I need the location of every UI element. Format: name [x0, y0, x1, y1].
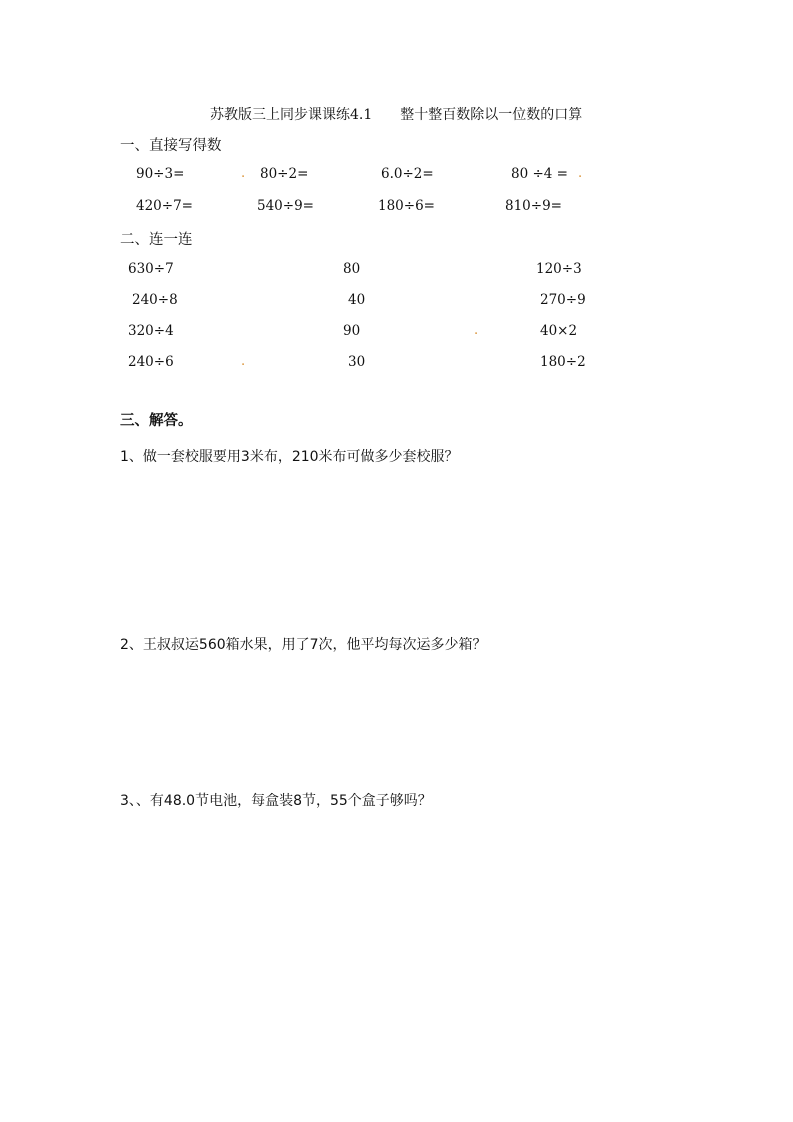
stray-dot: . [241, 354, 246, 369]
word-problem-1: 1、做一套校服要用3米布，210米布可做多少套校服？ [120, 449, 459, 465]
calc-item: 6.0÷2= [381, 166, 434, 182]
calc-item: 810÷9= [505, 198, 562, 214]
stray-dot: . [474, 323, 479, 338]
section-heading-matching: 二、连一连 [120, 232, 193, 248]
match-middle-item: 90 [343, 323, 361, 339]
calc-item: 420÷7= [136, 198, 193, 214]
match-right-item: 40×2 [540, 323, 578, 339]
section-heading-solutions: 三、解答。 [120, 413, 193, 429]
match-right-item: 120÷3 [536, 261, 582, 277]
match-left-item: 240÷6 [128, 354, 174, 370]
calc-item: 90÷3= [136, 166, 185, 182]
match-middle-item: 80 [343, 261, 361, 277]
calc-item: 80÷2= [260, 166, 309, 182]
match-left-item: 320÷4 [128, 323, 174, 339]
match-right-item: 270÷9 [540, 292, 586, 308]
match-left-item: 630÷7 [128, 261, 174, 277]
calc-item: 180÷6= [378, 198, 435, 214]
calc-item: 540÷9= [257, 198, 314, 214]
match-left-item: 240÷8 [132, 292, 178, 308]
match-middle-item: 40 [348, 292, 366, 308]
section-heading-direct-answers: 一、直接写得数 [120, 138, 222, 154]
stray-dot: . [578, 166, 583, 181]
calc-item: 80 ÷4 = [511, 166, 568, 182]
word-problem-2: 2、王叔叔运560箱水果，用了7次，他平均每次运多少箱？ [120, 637, 487, 653]
stray-dot: . [241, 166, 246, 181]
match-middle-item: 30 [348, 354, 366, 370]
match-right-item: 180÷2 [540, 354, 586, 370]
page-title: 苏教版三上同步课课练4.1 整十整百数除以一位数的口算 [210, 107, 583, 123]
word-problem-3: 3、、有48.0节电池，每盒装8节，55个盒子够吗？ [120, 793, 432, 809]
